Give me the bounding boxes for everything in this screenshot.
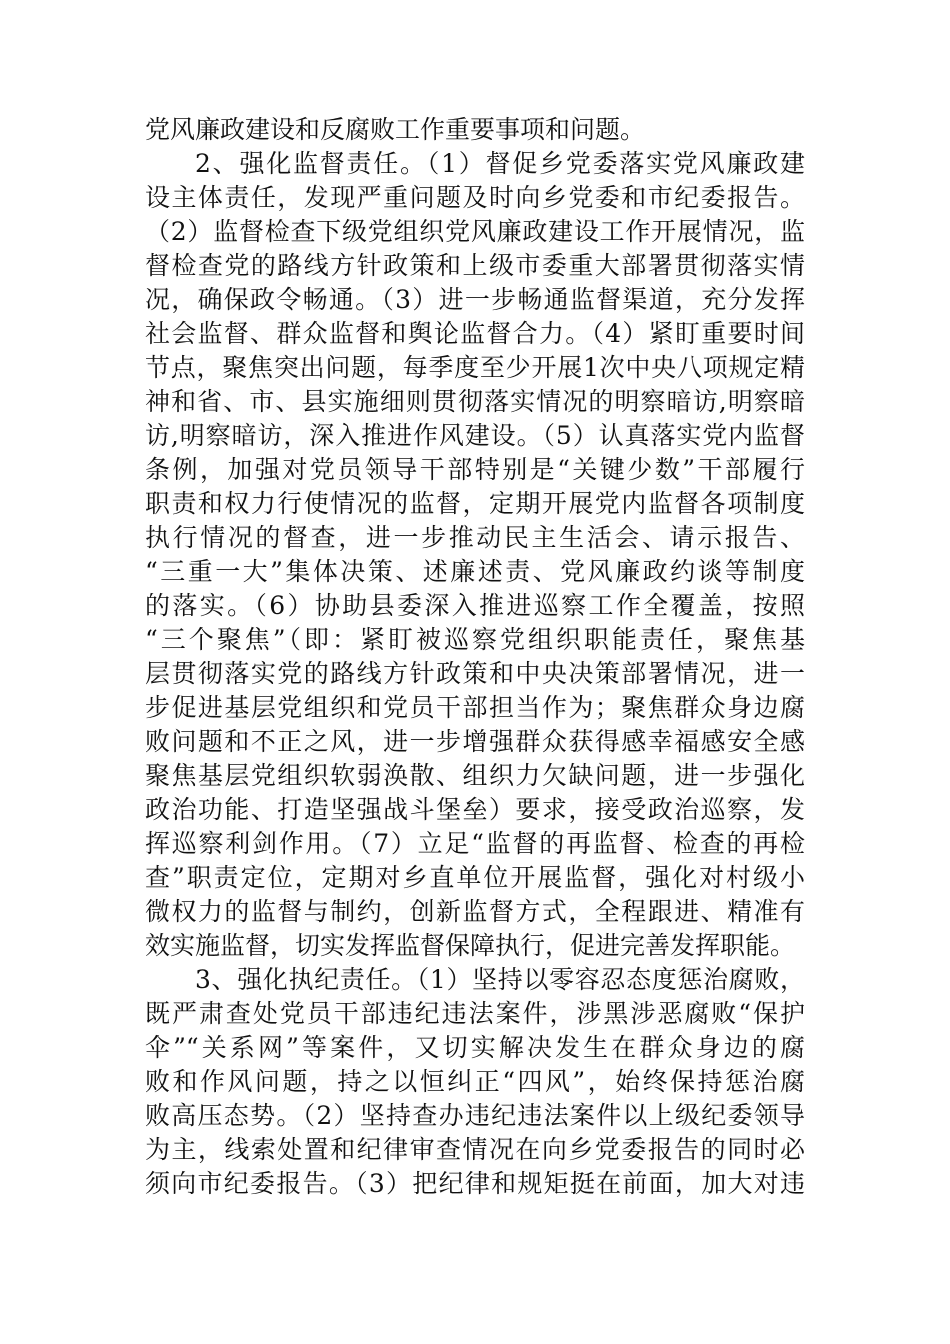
text-line: 微权力的监督与制约，创新监督方式，全程跟进、精准有 bbox=[145, 897, 805, 926]
text-line: 步促进基层党组织和党员干部担当作为；聚焦群众身边腐 bbox=[145, 693, 805, 722]
text-line: 败和作风问题，持之以恒纠正“四风”，始终保持惩治腐 bbox=[145, 1067, 805, 1096]
text-line: 聚焦基层党组织软弱涣散、组织力欠缺问题，进一步强化 bbox=[145, 761, 805, 790]
text-line: 条例，加强对党员领导干部特别是“关键少数”干部履行 bbox=[145, 455, 805, 484]
text-line: 为主，线索处置和纪律审查情况在向乡党委报告的同时必 bbox=[145, 1135, 805, 1164]
text-line: 神和省、市、县实施细则贯彻落实情况的明察暗访,明察暗 bbox=[145, 387, 805, 416]
text-line: 设主体责任，发现严重问题及时向乡党委和市纪委报告。 bbox=[145, 183, 805, 212]
text-line: 伞”“关系网”等案件，又切实解决发生在群众身边的腐 bbox=[145, 1033, 805, 1062]
text-line: 败问题和不正之风，进一步增强群众获得感幸福感安全感 bbox=[145, 727, 805, 756]
document-page bbox=[145, 113, 805, 1201]
text-line: （2）监督检查下级党组织党风廉政建设工作开展情况，监 bbox=[145, 217, 805, 246]
text-line: 败高压态势。（2）坚持查办违纪违法案件以上级纪委领导 bbox=[145, 1101, 805, 1130]
text-line: 职责和权力行使情况的监督，定期开展党内监督各项制度 bbox=[145, 489, 805, 518]
text-line: 执行情况的督查，进一步推动民主生活会、请示报告、 bbox=[145, 523, 805, 552]
text-line: 效实施监督，切实发挥监督保障执行，促进完善发挥职能。 bbox=[145, 931, 796, 960]
text-line: 督检查党的路线方针政策和上级市委重大部署贯彻落实情 bbox=[145, 251, 805, 280]
text-line: 层贯彻落实党的路线方针政策和中央决策部署情况，进一 bbox=[145, 659, 805, 688]
text-line: 须向市纪委报告。（3）把纪律和规矩挺在前面，加大对违 bbox=[145, 1169, 805, 1198]
text-line: 党风廉政建设和反腐败工作重要事项和问题。 bbox=[145, 115, 646, 144]
text-line: 查”职责定位，定期对乡直单位开展监督，强化对村级小 bbox=[145, 863, 805, 892]
text-line: 2、强化监督责任。（1）督促乡党委落实党风廉政建 bbox=[195, 149, 805, 178]
text-line: 既严肃查处党员干部违纪违法案件，涉黑涉恶腐败“保护 bbox=[145, 999, 805, 1028]
text-line: 政治功能、打造坚强战斗堡垒）要求，接受政治巡察，发 bbox=[145, 795, 805, 824]
text-line: 节点，聚焦突出问题，每季度至少开展1次中央八项规定精 bbox=[145, 353, 805, 382]
text-line: 3、强化执纪责任。（1）坚持以零容忍态度惩治腐败， bbox=[195, 965, 805, 994]
text-line: “三个聚焦”（即：紧盯被巡察党组织职能责任，聚焦基 bbox=[145, 625, 805, 654]
text-line: 社会监督、群众监督和舆论监督合力。（4）紧盯重要时间 bbox=[145, 319, 805, 348]
text-line: 访,明察暗访，深入推进作风建设。（5）认真落实党内监督 bbox=[145, 421, 805, 450]
text-line: 挥巡察利剑作用。（7）立足“监督的再监督、检查的再检 bbox=[145, 829, 805, 858]
text-line: “三重一大”集体决策、述廉述责、党风廉政约谈等制度 bbox=[145, 557, 805, 586]
text-line: 况，确保政令畅通。（3）进一步畅通监督渠道，充分发挥 bbox=[145, 285, 805, 314]
text-line: 的落实。（6）协助县委深入推进巡察工作全覆盖，按照 bbox=[145, 591, 805, 620]
